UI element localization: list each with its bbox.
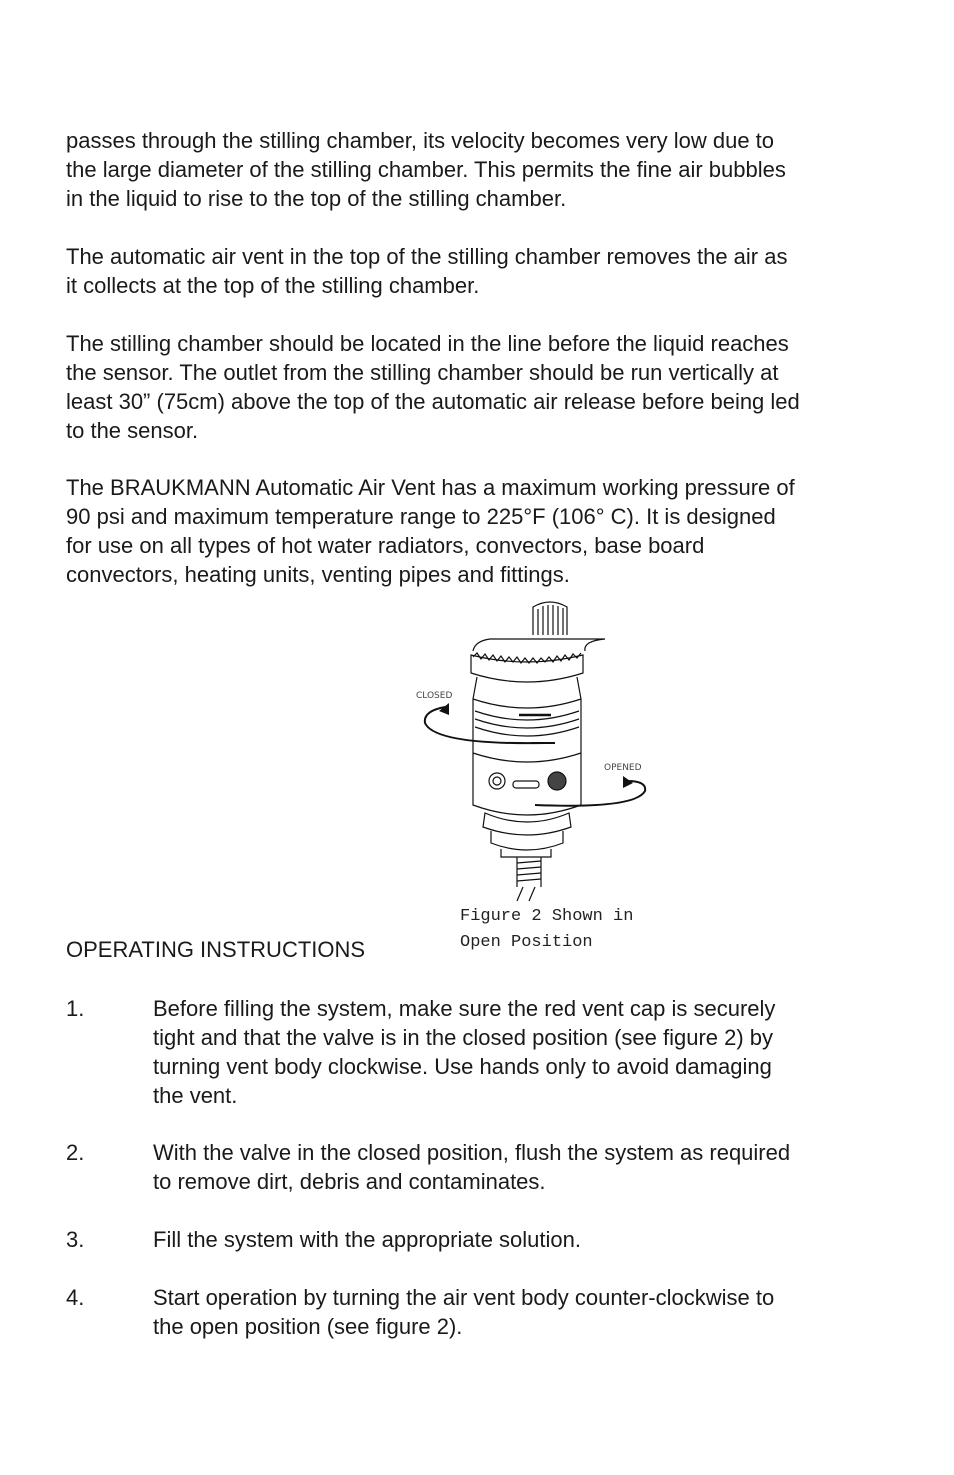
step-number: 2. <box>66 1140 85 1165</box>
air-vent-illustration <box>405 595 655 905</box>
paragraph-stilling-velocity: passes through the stilling chamber, its velocity becomes very low due to the large diameter of the stilling chamber. This permits the fine air bubbles in the liquid to rise to the top of the stilling chamber. <box>66 128 786 211</box>
step-text: With the valve in the closed position, flush the system as required to remove dirt, debris and contaminates. <box>153 1140 791 1194</box>
step-text: Before filling the system, make sure the red vent cap is securely tight and that the valve is in the closed position (see figure 2) by turning vent body clockwise. Use hands only to avoid damaging the vent. <box>153 996 776 1108</box>
step-number: 4. <box>66 1285 85 1310</box>
paragraph-braukmann: The BRAUKMANN Automatic Air Vent has a maximum working pressure of 90 psi and maximum temperature range to 225°F (106° C). It is designed for use on all types of hot water radiators, convectors, base board convectors, heating units, venting pipes and fittings. <box>66 475 795 587</box>
paragraph-location: The stilling chamber should be located in the line before the liquid reaches the sensor. The outlet from the stilling chamber should be run vertically at least 30” (75cm) above the top of the automatic air release before being led to the sensor. <box>66 331 800 443</box>
step-number: 1. <box>66 996 85 1021</box>
opened-label: OPENED <box>604 763 642 773</box>
section-heading: OPERATING INSTRUCTIONS <box>66 937 366 962</box>
step-text: Start operation by turning the air vent body counter-clockwise to the open position (see figure 2). <box>153 1285 775 1339</box>
step-number: 3. <box>66 1227 85 1252</box>
closed-label: CLOSED <box>416 691 453 701</box>
figure-caption: Figure 2 Shown in Open Position <box>460 907 634 952</box>
paragraph-air-vent: The automatic air vent in the top of the stilling chamber removes the air as it collects at the top of the stilling chamber. <box>66 244 788 298</box>
step-text: Fill the system with the appropriate solution. <box>153 1227 581 1252</box>
air-vent-figure <box>405 595 655 905</box>
